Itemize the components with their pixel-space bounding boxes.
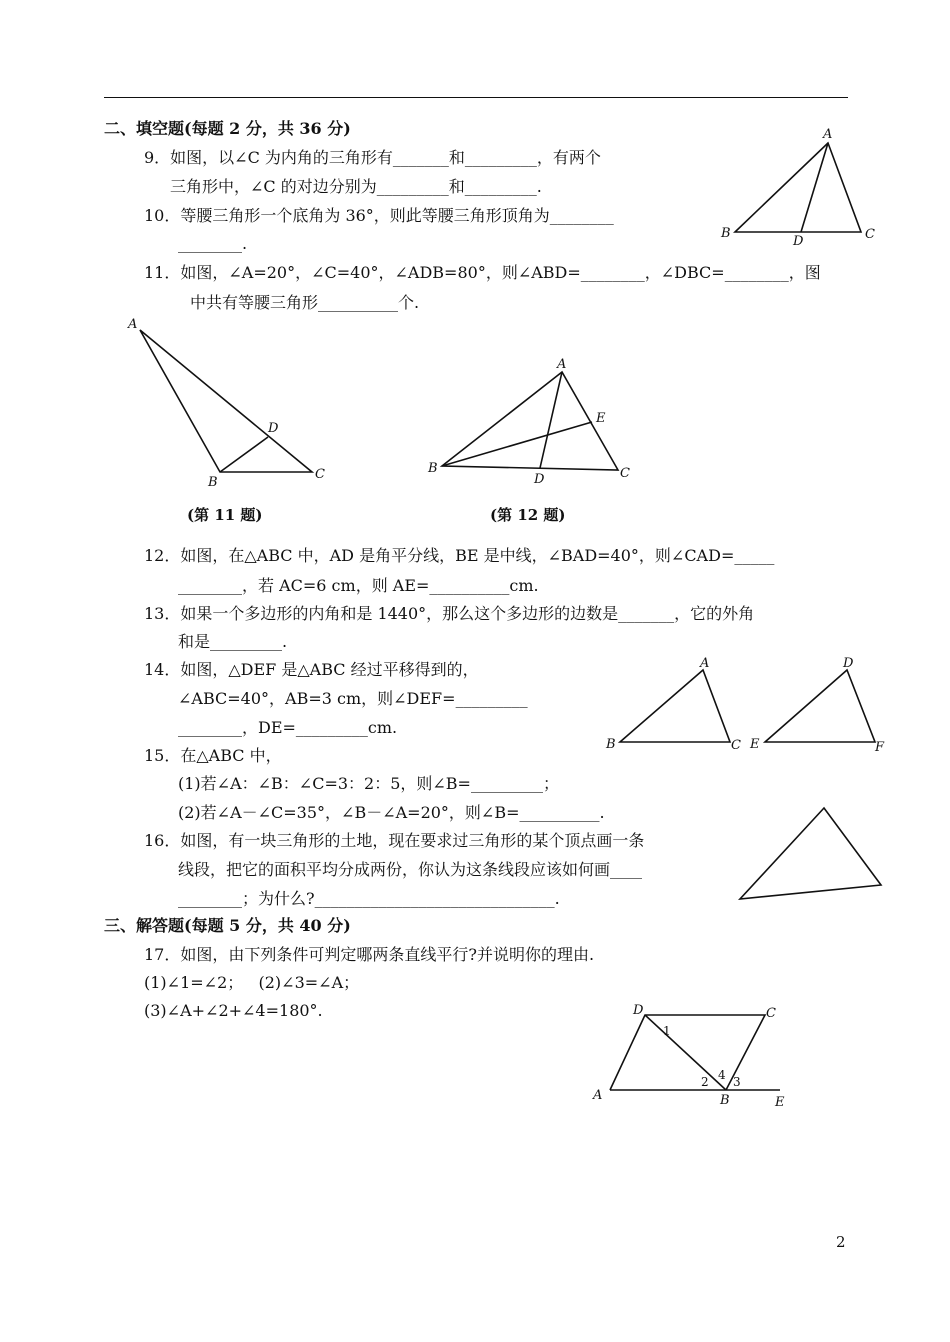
label-b: B: [428, 461, 438, 476]
label-e: E: [750, 737, 760, 752]
parallelogram-sides: [610, 1015, 765, 1090]
question-12-line-1: 12．如图，在△ABC 中，AD 是角平分线，BE 是中线，∠BAD=40°，则∠CAD=_____: [144, 546, 775, 565]
label-c: C: [865, 227, 875, 242]
section-fill-in-heading: 二、填空题(每题 2 分，共 36 分): [104, 119, 351, 138]
caption-figure-12: (第 12 题): [490, 506, 566, 524]
question-11-line-2: 中共有等腰三角形__________个.: [190, 293, 420, 312]
label-f: F: [875, 740, 885, 755]
question-15-line-3: (2)若∠A－∠C=35°，∠B－∠A=20°，则∠B=__________.: [178, 803, 605, 822]
question-9-line-2: 三角形中，∠C 的对边分别为_________和_________.: [170, 177, 542, 196]
triangle-abc: [620, 670, 730, 742]
triangle-abc: [735, 143, 861, 232]
label-e: E: [596, 411, 606, 426]
question-10-line-2: ________.: [178, 234, 248, 253]
label-c: C: [315, 467, 325, 482]
label-d: D: [793, 234, 804, 249]
label-e: E: [775, 1095, 785, 1110]
question-13-line-1: 13．如果一个多边形的内角和是 1440°，那么这个多边形的边数是_______，它的外角: [144, 604, 755, 623]
caption-figure-11: (第 11 题): [187, 506, 263, 524]
label-b: B: [720, 1093, 730, 1108]
question-17-line-3: (3)∠A+∠2+∠4=180°.: [144, 1001, 323, 1020]
question-16-line-2: 线段，把它的面积平均分成两份，你认为这条线段应该如何画____: [178, 860, 643, 879]
question-11-line-1: 11．如图，∠A=20°，∠C=40°，∠ADB=80°，则∠ABD=________，∠DBC=________，图: [144, 263, 821, 282]
question-17-line-1: 17．如图，由下列条件可判定哪两条直线平行?并说明你的理由.: [144, 945, 595, 964]
triangle-abc: [442, 372, 618, 470]
figure-q9-triangle: [715, 122, 885, 247]
label-a: A: [593, 1088, 603, 1103]
question-16-line-1: 16．如图，有一块三角形的土地，现在要求过三角形的某个顶点画一条: [144, 831, 645, 850]
triangle-abc: [140, 330, 312, 472]
figure-q12: [420, 352, 640, 487]
section-solution-heading: 三、解答题(每题 5 分，共 40 分): [104, 916, 351, 935]
label-d: D: [843, 656, 854, 671]
label-c: C: [620, 466, 630, 481]
label-d: D: [633, 1003, 644, 1018]
segment-bd: [220, 437, 268, 472]
segment-be: [442, 422, 592, 466]
question-12-line-2: ________，若 AC=6 cm，则 AE=__________cm.: [178, 576, 539, 595]
question-9-line-1: 9．如图，以∠C 为内角的三角形有_______和_________，有两个: [144, 148, 601, 167]
label-d: D: [268, 421, 279, 436]
label-a: A: [700, 656, 710, 671]
diagonal-db: [645, 1015, 726, 1090]
figure-q17-parallelogram: [585, 995, 795, 1113]
label-a: A: [557, 357, 567, 372]
label-c: C: [766, 1006, 776, 1021]
triangle-def: [765, 670, 875, 742]
question-14-line-2: ∠ABC=40°，AB=3 cm，则∠DEF=_________: [178, 689, 528, 708]
question-14-line-1: 14．如图，△DEF 是△ABC 经过平移得到的，: [144, 660, 479, 679]
triangle-land: [740, 808, 881, 899]
angle-label-4: 4: [718, 1068, 726, 1082]
figure-q14: [600, 652, 900, 757]
label-b: B: [606, 737, 616, 752]
question-16-line-3: ________；为什么?______________________________.: [178, 889, 560, 908]
angle-label-2: 2: [701, 1075, 709, 1089]
figure-q11: [120, 312, 340, 492]
question-10-line-1: 10．等腰三角形一个底角为 36°，则此等腰三角形顶角为________: [144, 206, 614, 225]
label-b: B: [721, 226, 731, 241]
label-b: B: [208, 475, 218, 490]
figure-q16-triangle: [730, 800, 890, 910]
label-d: D: [534, 472, 545, 487]
label-c: C: [731, 738, 741, 753]
header-rule: [104, 97, 848, 98]
question-15-line-1: 15．在△ABC 中，: [144, 746, 282, 765]
question-15-line-2: (1)若∠A：∠B：∠C=3：2：5，则∠B=_________；: [178, 774, 559, 793]
question-13-line-2: 和是_________.: [178, 632, 288, 651]
question-14-line-3: ________，DE=_________cm.: [178, 718, 398, 737]
angle-label-3: 3: [733, 1075, 741, 1089]
label-a: A: [823, 127, 833, 142]
angle-label-1: 1: [663, 1024, 671, 1038]
question-17-line-2: (1)∠1=∠2； (2)∠3=∠A；: [144, 973, 360, 992]
page-number: 2: [836, 1233, 846, 1251]
label-a: A: [128, 317, 138, 332]
